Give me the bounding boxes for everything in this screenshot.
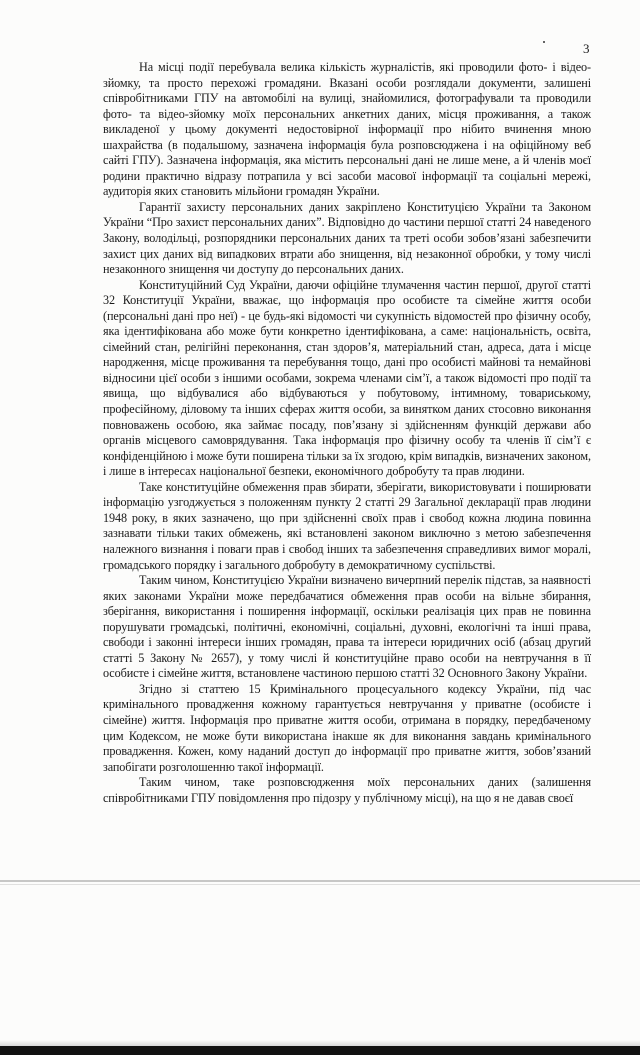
- paragraph-exhaustive-list: Таким чином, Конституцією України визначено вичерпний перелік підстав, за наявності яких законами України може передбачатися обмеження прав особи на вільне збирання, зберігання, використання і поширення інформації, оскільки реалізація цих прав не повинна порушувати громадські, політичні, економічні, соціальні, духовні, екологічні та інші права, свободи і законні інтереси інших громадян, права та інтереси юридичних осіб (абзац другий статті 5 Закону № 2657), у тому числі й конституційне право особи на невтручання в її особисте і сімейне життя, встановлене частиною першою статті 32 Основного Закону України.: [103, 573, 591, 681]
- page-number: 3: [583, 41, 590, 56]
- scan-fold-line: [0, 880, 640, 882]
- paragraph-criminal-procedure-code: Згідно зі статтею 15 Кримінального процесуального кодексу України, під час кримінального провадження кожному гарантується невтручання у приватне (особисте і сімейне) життя. Інформація про приватне життя особи, отримана в порядку, передбаченому цим Кодексом, не може бути використана інакше як для виконання завдань кримінального провадження. Кожен, кому наданий доступ до інформації про приватне життя, зобов’язаний запобігати розголошенню такої інформації.: [103, 681, 591, 774]
- scan-bottom-edge: [0, 1046, 640, 1055]
- scan-fold-line-secondary: [0, 884, 640, 885]
- paragraph-journalists: На місці події перебувала велика кількість журналістів, які проводили фото- і відео-зйомку, та просто перехожі громадяни. Вказані особи розглядали документи, залишені співробітниками ГПУ на автомобілі на вулиці, знайомилися, фотографували та проводили фото- та відео-зйомку моїх персональних анкетних даних, місця проживання, а також викладеної у цьому документі недостовірної інформації про нібито вчинення мною шахрайства (в подальшому, зазначена інформація була розповсюджена і на офіційному веб сайті ГПУ). Зазначена інформація, яка містить персональні дані не лише мене, а й членів моєї родини практично відразу потрапила у всі засоби масової інформації та соціальні мережі, аудиторія яких становить мільйони громадян України.: [103, 60, 591, 199]
- paragraph-conclusion: Таким чином, таке розповсюдження моїх персональних даних (залишення співробітниками ГПУ повідомлення про підозру у публічному місці), на що я не давав своєї: [103, 775, 591, 805]
- paragraph-data-protection-guarantees: Гарантії захисту персональних даних закріплено Конституцією України та Законом України “Про захист персональних даних”. Відповідно до частини першої статті 24 наведеного Закону, володільці, розпорядники персональних даних та треті особи зобов’язані забезпечити захист цих даних від випадкових втрати або знищення, від незаконної обробки, у тому числі незаконного знищення чи доступу до персональних даних.: [103, 199, 591, 277]
- document-body: [103, 60, 591, 806]
- paragraph-constitutional-restriction: Таке конституційне обмеження прав збирати, зберігати, використовувати і поширювати інформацію узгоджується з положенням пункту 2 статті 29 Загальної декларації прав людини 1948 року, в яких зазначено, що при здійсненні своїх прав і свобод кожна людина повинна зазнавати тільки таких обмежень, які встановлені законом виключно з метою забезпечення належного визнання і поваги прав і свобод інших та забезпечення справедливих вимог моралі, громадського порядку і загального добробуту в демократичному суспільстві.: [103, 479, 591, 572]
- paragraph-constitutional-court: Конституційний Суд України, даючи офіційне тлумачення частин першої, другої статті 32 Конституції України, вважає, що інформація про особисте та сімейне життя особи (персональні дані про неї) - це будь-які відомості чи сукупність відомостей про фізичну особу, яка ідентифікована або може бути конкретно ідентифікована, а саме: національність, освіта, сімейний стан, релігійні переконання, стан здоров’я, матеріальний стан, адреса, дата і місце народження, місце проживання та перебування тощо, дані про особисті майнові та немайнові відносини цієї особи з іншими особами, зокрема членами сім’ї, а також відомості про події та явища, що відбувалися або відбуваються у побутовому, інтимному, товариському, професійному, діловому та інших сферах життя особи, за винятком даних стосовно виконання повноважень особою, яка займає посаду, пов’язану зі здійсненням функцій держави або органів місцевого самоврядування. Така інформація про фізичну особу та членів її сім’ї є конфіденційною і може бути поширена тільки за їх згодою, крім випадків, визначених законом, і лише в інтересах національної безпеки, економічного добробуту та прав людини.: [103, 277, 591, 479]
- scan-speck: [543, 41, 545, 43]
